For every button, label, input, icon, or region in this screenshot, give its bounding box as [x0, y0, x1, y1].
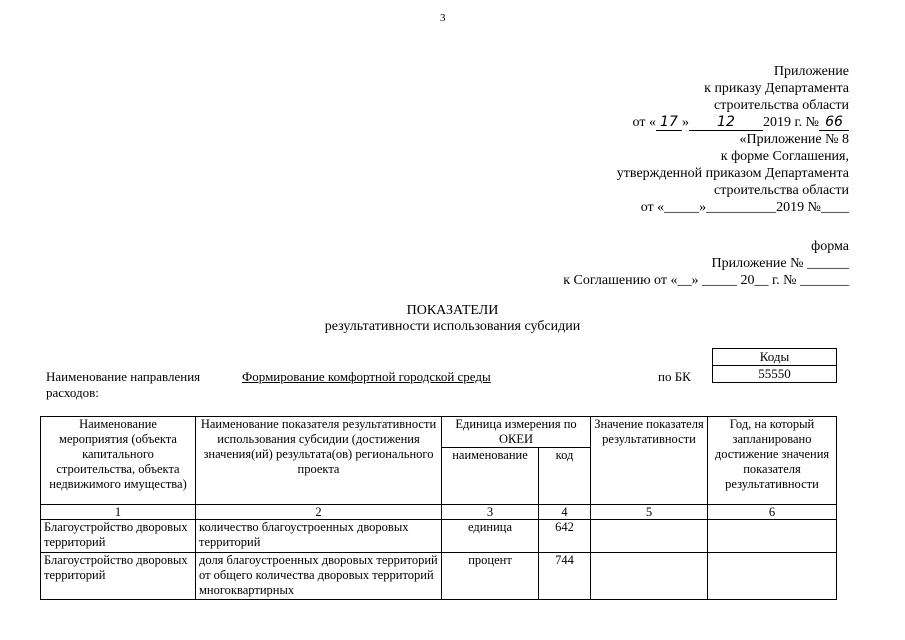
indicators-table: [40, 416, 837, 600]
appendix-line6: к форме Соглашения,: [720, 149, 849, 164]
column-numbers-row: [41, 505, 837, 520]
appendix-date-line: [617, 114, 849, 131]
handwritten-month: 12: [689, 115, 763, 131]
table-header-row: [41, 417, 837, 448]
handwritten-number: 66: [819, 115, 849, 131]
appendix-line5: «Приложение № 8: [739, 132, 849, 147]
appendix-line1: Приложение: [773, 64, 849, 79]
page-subtitle: результативности использования субсидии: [324, 319, 581, 334]
bk-label: по БК: [658, 369, 691, 384]
direction-label: [46, 369, 200, 401]
header-year: Год, на который запланировано достижение значения показателя результативности: [708, 417, 837, 505]
row-unit-code: 642: [539, 520, 591, 553]
header-value: Значение показателя результативности: [591, 417, 708, 505]
codes-header: Коды: [759, 349, 790, 364]
row-unit-name: процент: [442, 553, 539, 600]
header-unit-group: Единица измерения по ОКЕИ: [442, 417, 591, 448]
column-number: 6: [708, 505, 837, 520]
appendix-line3: строительства области: [714, 98, 849, 113]
page-title: ПОКАЗАТЕЛИ: [406, 303, 499, 318]
appendix-line8: строительства области: [714, 183, 849, 198]
row-year: [708, 553, 837, 600]
table-row: [41, 553, 837, 600]
row-unit-code: 744: [539, 553, 591, 600]
appendix-block: [617, 63, 849, 216]
column-number: 5: [591, 505, 708, 520]
row-value: [591, 553, 708, 600]
direction-label-line2: расходов:: [46, 385, 99, 400]
row-event: Благоустройство дворовых территорий: [41, 553, 196, 600]
form-agreement: к Соглашению от «__» _____ 20__ г. № _______: [563, 273, 849, 288]
date-prefix: от «: [632, 115, 656, 130]
direction-value: Формирование комфортной городской среды: [242, 369, 491, 384]
row-value: [591, 520, 708, 553]
header-indicator: Наименование показателя результативности использования субсидии (достижения значения(ий) результата(ов) регионального проекта: [196, 417, 442, 505]
form-block: [563, 238, 849, 289]
row-event: Благоустройство дворовых территорий: [41, 520, 196, 553]
date-mid: »: [681, 115, 689, 130]
year-text: 2019 г. №: [762, 115, 819, 130]
row-indicator: количество благоустроенных дворовых территорий: [196, 520, 442, 553]
appendix-line9: от «_____»__________2019 №____: [640, 200, 849, 215]
column-number: 2: [196, 505, 442, 520]
row-year: [708, 520, 837, 553]
row-unit-name: единица: [442, 520, 539, 553]
appendix-line2: к приказу Департамента: [704, 81, 849, 96]
table-row: [41, 520, 837, 553]
codes-value: 55550: [713, 365, 836, 382]
direction-label-line1: Наименование направления: [46, 369, 201, 384]
form-appendix-no: Приложение № ______: [711, 256, 849, 271]
column-number: 3: [442, 505, 539, 520]
appendix-line7: утвержденной приказом Департамента: [616, 166, 849, 181]
header-unit-code: код: [539, 448, 591, 505]
column-number: 1: [41, 505, 196, 520]
row-indicator: доля благоустроенных дворовых территорий от общего количества дворовых территорий многоквартирных: [196, 553, 442, 600]
codes-box: [712, 348, 837, 383]
handwritten-day: 17: [656, 115, 682, 131]
header-event: Наименование мероприятия (объекта капитального строительства, объекта недвижимого имущества): [41, 417, 196, 505]
form-label: форма: [811, 239, 849, 254]
column-number: 4: [539, 505, 591, 520]
header-unit-name: наименование: [442, 448, 539, 505]
page-number: 3: [440, 12, 446, 24]
